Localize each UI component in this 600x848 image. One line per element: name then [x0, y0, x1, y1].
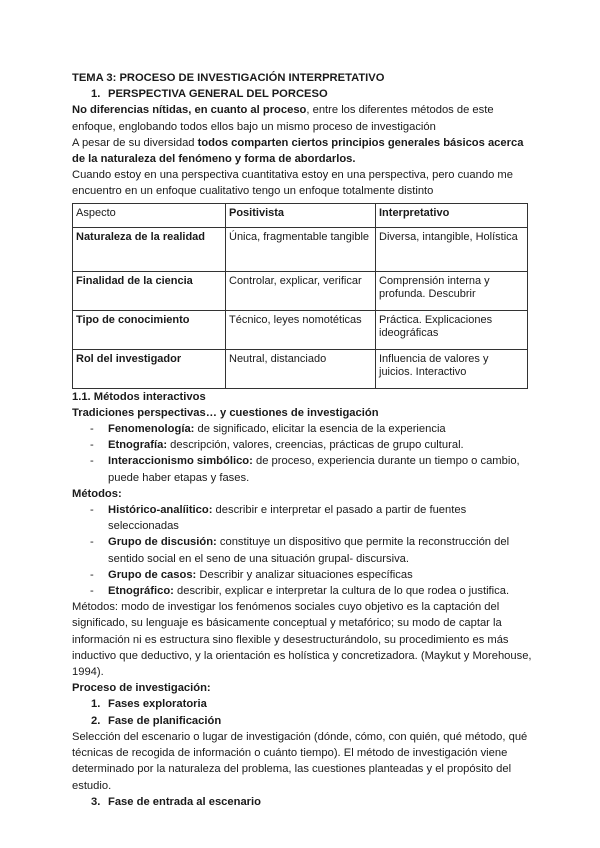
list-item [72, 534, 532, 566]
list-item-desc: Describir y analizar situaciones específicas [196, 568, 413, 581]
dash-bullet-icon: - [90, 536, 94, 549]
list-item-label: Fase de planificación [108, 714, 222, 727]
list-item [72, 696, 532, 712]
list-item-term: Grupo de discusión: [108, 536, 217, 549]
list-item-term: Etnográfico: [108, 585, 174, 598]
list-item-term: Grupo de casos: [108, 568, 197, 581]
table-cell-aspect: Tipo de conocimiento [73, 310, 226, 349]
phases-list [72, 696, 532, 728]
list-item [72, 583, 532, 599]
intro-paragraph-3: Cuando estoy en una perspectiva cuantitativa estoy en una perspectiva, pero cuando me encuentro en un enfoque cualitativo tengo un enfoque totalmente distinto [72, 169, 513, 198]
table-cell-aspect: Rol del investigador [73, 349, 226, 388]
comparison-table [72, 203, 528, 389]
intro-paragraph-1 [72, 102, 532, 134]
section-heading [72, 86, 532, 102]
table-header-interpretativo: Interpretativo [376, 203, 528, 227]
intro-p1-rest: , entre los diferentes métodos de este enfoque, englobando todos ellos bajo un mismo proceso de investigación [72, 104, 494, 133]
subsection-heading: 1.1. Métodos interactivos [72, 390, 206, 403]
dash-bullet-icon: - [90, 585, 94, 598]
list-item [72, 421, 532, 437]
section-number: 1. [91, 88, 101, 101]
list-item [72, 453, 532, 485]
list-item-number: 2. [91, 714, 101, 727]
table-row [73, 310, 528, 349]
traditions-list [72, 421, 532, 486]
intro-p2-lead: A pesar de su diversidad [72, 136, 198, 149]
intro-p2-bold: todos comparten ciertos principios generales básicos acerca de la naturaleza del fenómeno y forma de abordarlos. [72, 136, 524, 166]
table-cell-interpretativo: Comprensión interna y profunda. Descubrir [376, 271, 528, 310]
list-item-label: Fases exploratoria [108, 698, 207, 711]
table-row [73, 227, 528, 271]
table-cell-positivista: Única, fragmentable tangible [226, 227, 376, 271]
intro-p1-bold: No diferencias nítidas, en cuanto al proceso [72, 104, 307, 117]
list-item-desc: constituye un dispositivo que permite la reconstrucción del sentido social en el seno de una situación grupal- discursiva. [108, 536, 510, 565]
list-item-label: Fase de entrada al escenario [108, 795, 261, 808]
table-row [73, 349, 528, 388]
table-cell-interpretativo: Práctica. Explicaciones ideográficas [376, 310, 528, 349]
list-item-desc: de significado, elicitar la esencia de la experiencia [194, 423, 446, 436]
dash-bullet-icon: - [90, 455, 94, 468]
planning-paragraph: Selección del escenario o lugar de investigación (dónde, cómo, con quién, qué método, qué técnicas de recogida de información o cuánto tiempo). El método de investigación viene determinado por la naturaleza del problema, las cuestiones planteadas y el propósito del estudio. [72, 730, 528, 792]
table-cell-positivista: Neutral, distanciado [226, 349, 376, 388]
methods-list [72, 502, 532, 599]
dash-bullet-icon: - [90, 504, 94, 517]
section-heading-text: PERSPECTIVA GENERAL DEL PORCESO [108, 88, 328, 101]
list-item [72, 713, 532, 729]
document-title: TEMA 3: PROCESO DE INVESTIGACIÓN INTERPRETATIVO [72, 72, 385, 84]
methods-heading: Métodos: [72, 487, 122, 500]
list-item-desc: de proceso, experiencia durante un tiempo o cambio, puede haber etapas y fases. [108, 455, 520, 484]
table-header-aspecto: Aspecto [73, 203, 226, 227]
process-heading: Proceso de investigación: [72, 682, 211, 695]
list-item-term: Etnografía: [108, 439, 168, 452]
table-row [73, 271, 528, 310]
table-cell-aspect: Finalidad de la ciencia [73, 271, 226, 310]
list-item [72, 567, 532, 583]
traditions-heading: Tradiciones perspectivas… y cuestiones de investigación [72, 406, 379, 419]
dash-bullet-icon: - [90, 568, 94, 581]
list-item-term: Histórico-analíitico: [108, 504, 213, 517]
table-cell-positivista: Técnico, leyes nomotéticas [226, 310, 376, 349]
list-item-number: 3. [91, 795, 101, 808]
list-item-number: 1. [91, 698, 101, 711]
list-item-desc: describir e interpretar el pasado a partir de fuentes seleccionadas [108, 504, 467, 533]
list-item [72, 794, 532, 810]
table-header-row [73, 203, 528, 227]
document-page [72, 70, 532, 810]
list-item [72, 437, 532, 453]
list-item [72, 502, 532, 534]
list-item-term: Interaccionismo simbólico: [108, 455, 253, 468]
dash-bullet-icon: - [90, 423, 94, 436]
list-item-desc: descripción, valores, creencias, prácticas de grupo cultural. [167, 439, 464, 452]
table-cell-positivista: Controlar, explicar, verificar [226, 271, 376, 310]
dash-bullet-icon: - [90, 439, 94, 452]
intro-paragraph-2 [72, 135, 532, 167]
list-item-desc: describir, explicar e interpretar la cultura de lo que rodea o justifica. [173, 585, 510, 598]
table-cell-interpretativo: Influencia de valores y juicios. Interactivo [376, 349, 528, 388]
table-header-positivista: Positivista [226, 203, 376, 227]
table-cell-interpretativo: Diversa, intangible, Holística [376, 227, 528, 271]
methods-paragraph: Métodos: modo de investigar los fenómenos sociales cuyo objetivo es la captación del significado, su lenguaje es básicamente conceptual y metafórico; su modo de captar la información ni es estructura sino flexible y desestructurándolo, su procedimiento es más inductivo que deductivo, y la orientación es holística y concretizadora. (Maykut y Morehouse, 1994). [72, 601, 532, 679]
list-item-term: Fenomenología: [108, 423, 195, 436]
phases-list-continued [72, 794, 532, 810]
table-cell-aspect: Naturaleza de la realidad [73, 227, 226, 271]
